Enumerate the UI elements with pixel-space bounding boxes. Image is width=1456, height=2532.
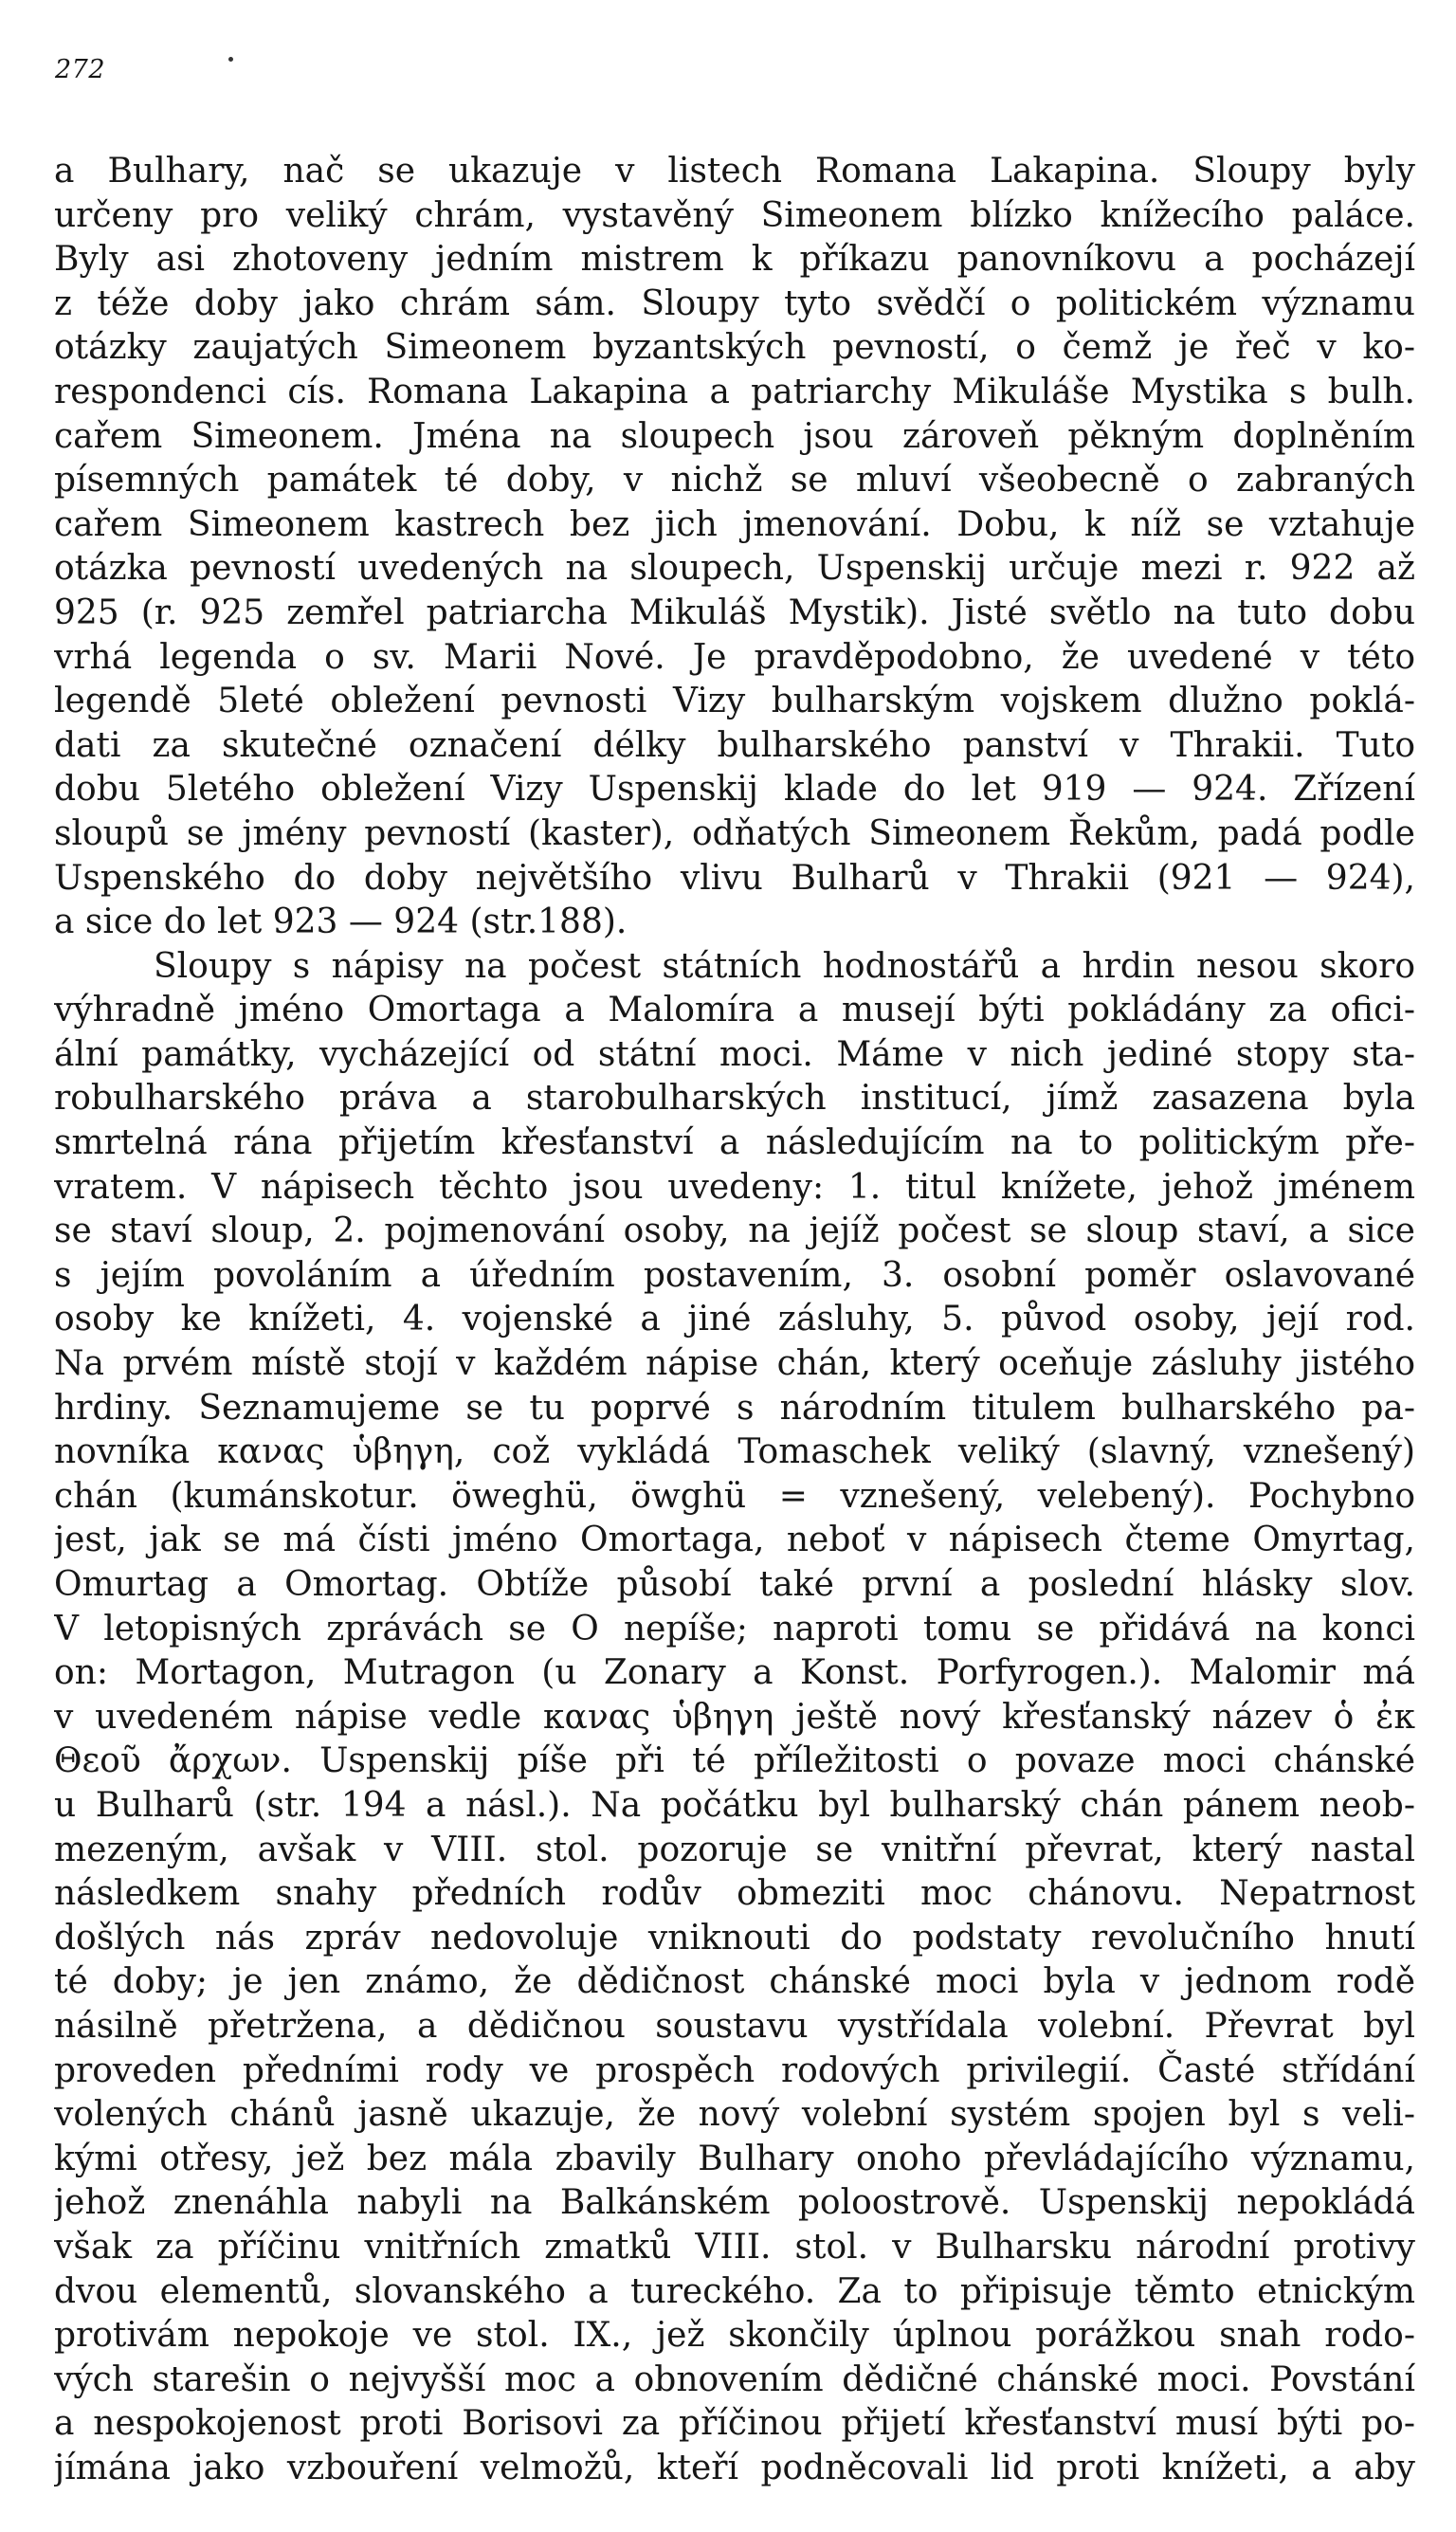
text-line: Sloupy s nápisy na počest státních hodnostářů a hrdin nesou skoro bbox=[154, 946, 1415, 986]
text-line: u Bulharů (str. 194 a násl.). Na počátku byl bulharský chán pánem neob- bbox=[54, 1785, 1415, 1825]
text-line: otázka pevností uvedených na sloupech, Uspenskij určuje mezi r. 922 až bbox=[54, 549, 1415, 589]
text-line: sloupů se jmény pevností (kaster), odňatých Simeonem Řekům, padá podle bbox=[54, 813, 1415, 853]
text-line: písemných památek té doby, v nichž se mluví všeobecně o zabraných bbox=[54, 461, 1415, 501]
page-number: 272 bbox=[55, 55, 106, 84]
text-line: mezeným, avšak v VIII. stol. pozoruje se vnitřní převrat, který nastal bbox=[54, 1830, 1415, 1869]
text-line: respondenci cís. Romana Lakapina a patriarchy Mikuláše Mystika s bulh. bbox=[54, 372, 1415, 411]
text-line: z téže doby jako chrám sám. Sloupy tyto svědčí o politickém významu bbox=[54, 283, 1415, 323]
text-line: smrtelná rána přijetím křesťanství a následujícím na to politickým pře- bbox=[54, 1123, 1415, 1163]
text-line: ální památky, vycházející od státní moci. Máme v nich jediné stopy sta- bbox=[54, 1034, 1415, 1074]
text-line: s jejím povoláním a úředním postavením, 3. osobní poměr oslavované bbox=[54, 1255, 1415, 1295]
text-line: a nespokojenost proti Borisovi za příčinou přijetí křesťanství musí býti po- bbox=[54, 2404, 1415, 2444]
text-line: protivám nepokoje ve stol. IX., jež skončily úplnou porážkou snah rodo- bbox=[54, 2316, 1415, 2356]
text-line: vých starešin o nejvyšší moc a obnovením dědičné chánské moci. Povstání bbox=[54, 2359, 1415, 2399]
text-line: určeny pro veliký chrám, vystavěný Simeonem blízko knížecího paláce. bbox=[54, 195, 1415, 235]
text-line: a sice do let 923 — 924 (str.188). bbox=[54, 902, 628, 942]
text-line: Uspenského do doby největšího vlivu Bulharů v Thrakii (921 — 924), bbox=[54, 858, 1415, 898]
text-line: dobu 5letého obležení Vizy Uspenskij klade do let 919 — 924. Zřízení bbox=[54, 770, 1415, 810]
body-text bbox=[54, 150, 1415, 2490]
text-line: on: Mortagon, Mutragon (u Zonary a Konst. Porfyrogen.). Malomir má bbox=[54, 1653, 1415, 1693]
text-line: Na prvém místě stojí v každém nápise chán, který oceňuje zásluhy jistého bbox=[54, 1344, 1415, 1384]
text-line: robulharského práva a starobulharských institucí, jímž zasazena byla bbox=[54, 1079, 1415, 1119]
text-line: jehož znenáhla nabyli na Balkánském poloostrově. Uspenskij nepokládá bbox=[54, 2183, 1415, 2223]
text-line: Omurtag a Omortag. Obtíže působí také první a poslední hlásky slov. bbox=[54, 1565, 1415, 1604]
text-line: následkem snahy předních rodův obmeziti moc chánovu. Nepatrnost bbox=[54, 1874, 1415, 1914]
text-line: jest, jak se má čísti jméno Omortaga, neboť v nápisech čteme Omyrtag, bbox=[54, 1521, 1415, 1560]
text-line: se staví sloup, 2. pojmenování osoby, na jejíž počest se sloup staví, a sice bbox=[54, 1211, 1415, 1251]
text-line: 925 (r. 925 zemřel patriarcha Mikuláš Mystik). Jisté světlo na tuto dobu bbox=[54, 592, 1415, 632]
text-line: volených chánů jasně ukazuje, že nový volební systém spojen byl s veli- bbox=[54, 2095, 1415, 2135]
text-line: cařem Simeonem. Jména na sloupech jsou zároveň pěkným doplněním bbox=[54, 416, 1415, 456]
text-line: vrhá legenda o sv. Marii Nové. Je pravděpodobno, že uvedené v této bbox=[54, 637, 1415, 677]
text-line: dati za skutečné označení délky bulharského panství v Thrakii. Tuto bbox=[54, 725, 1415, 765]
text-line: proveden předními rody ve prospěch rodových privilegií. Časté střídání bbox=[54, 2050, 1415, 2090]
text-line: jímána jako vzbouření velmožů, kteří podněcovali lid proti knížeti, a aby bbox=[54, 2448, 1415, 2487]
text-line: Θεοῦ ἄρχων. Uspenskij píše při té příležitosti o povaze moci chánské bbox=[54, 1741, 1415, 1781]
text-line: chán (kumánskotur. öweghü, öwghü = vznešený, velebený). Pochybno bbox=[54, 1476, 1415, 1516]
text-line: násilně přetržena, a dědičnou soustavu vystřídala volební. Převrat byl bbox=[54, 2006, 1415, 2046]
ink-speck bbox=[228, 57, 233, 62]
text-line: Byly asi zhotoveny jedním mistrem k příkazu panovníkovu a pocházejí bbox=[54, 240, 1415, 280]
text-line: novníka κανας ὑβηγη, což vykládá Tomaschek veliký (slavný, vznešený) bbox=[54, 1432, 1415, 1472]
text-line: v uvedeném nápise vedle κανας ὑβηγη ještě nový křesťanský název ὁ ἐκ bbox=[54, 1697, 1415, 1737]
text-line: hrdiny. Seznamujeme se tu poprvé s národním titulem bulharského pa- bbox=[54, 1388, 1415, 1428]
text-line: V letopisných zprávách se O nepíše; naproti tomu se přidává na konci bbox=[54, 1609, 1415, 1649]
text-line: a Bulhary, nač se ukazuje v listech Romana Lakapina. Sloupy byly bbox=[54, 152, 1415, 191]
text-line: výhradně jméno Omortaga a Malomíra a musejí býti pokládány za ofici- bbox=[54, 991, 1415, 1030]
text-line: legendě 5leté obležení pevnosti Vizy bulharským vojskem dlužno poklá- bbox=[54, 682, 1415, 721]
text-line: té doby; je jen známo, že dědičnost chánské moci byla v jednom rodě bbox=[54, 1962, 1415, 2002]
text-line: došlých nás zpráv nedovoluje vniknouti do podstaty revolučního hnutí bbox=[54, 1918, 1415, 1958]
text-line: osoby ke knížeti, 4. vojenské a jiné zásluhy, 5. původ osoby, její rod. bbox=[54, 1300, 1415, 1339]
text-line: otázky zaujatých Simeonem byzantských pevností, o čemž je řeč v ko- bbox=[54, 328, 1415, 368]
text-line: cařem Simeonem kastrech bez jich jmenování. Dobu, k níž se vztahuje bbox=[54, 504, 1415, 544]
text-line: kými otřesy, jež bez mála zbavily Bulhary onoho převládajícího významu, bbox=[54, 2139, 1415, 2178]
text-line: vratem. V nápisech těchto jsou uvedeny: 1. titul knížete, jehož jménem bbox=[54, 1167, 1415, 1207]
text-line: dvou elementů, slovanského a tureckého. Za to připisuje těmto etnickým bbox=[54, 2271, 1415, 2311]
text-line: však za příčinu vnitřních zmatků VIII. stol. v Bulharsku národní protivy bbox=[54, 2227, 1415, 2267]
